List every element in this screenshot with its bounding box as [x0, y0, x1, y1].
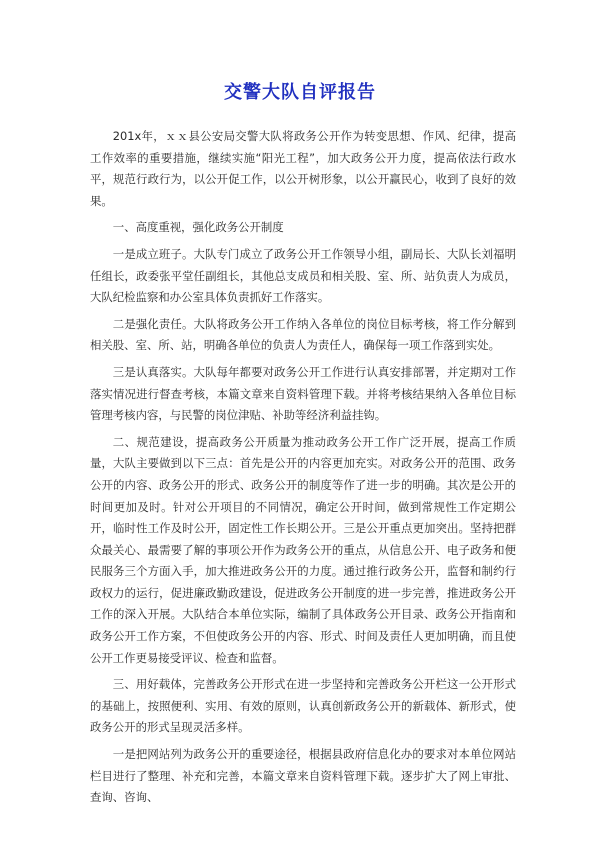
- paragraph: 二是强化责任。大队将政务公开工作纳入各单位的岗位目标考核，将工作分解到相关股、室、所、站，明确各单位的负责人为责任人，确保每一项工作落到实处。: [90, 316, 516, 353]
- section-heading-1: 一、高度重视，强化政务公开制度: [112, 220, 284, 235]
- paragraph: 一是成立班子。大队专门成立了政务公开工作领导小组，副局长、大队长刘福明任组长，政委张平堂任副组长，其他总支成员和相关股、室、所、站负责人为成员，大队纪检监察和办公室具体负责抓好工作落实。: [90, 246, 516, 305]
- paragraph: 一是把网站列为政务公开的重要途径，根据县政府信息化办的要求对本单位网站栏目进行了整理、补充和完善，本篇文章来自资料管理下载。逐步扩大了网上审批、查询、咨询、: [90, 747, 516, 805]
- paragraph: 三是认真落实。大队每年都要对政务公开工作进行认真安排部署，并定期对工作落实情况进行督查考核，本篇文章来自资料管理下载。并将考核结果纳入各单位目标管理考核内容，与民警的岗位津贴、补助等经济利益挂钩。: [90, 364, 516, 423]
- paragraph-intro: 201x年，ｘｘ县公安局交警大队将政务公开作为转变思想、作风、纪律，提高工作效率的重要措施，继续实施“阳光工程”，加大政务公开力度，提高依法行政水平，规范行政行为，以公开促工作，以公开树形象，以公开赢民心，收到了良好的效果。: [90, 129, 516, 208]
- document-body: [90, 126, 516, 814]
- paragraph-section-2: 二、规范建设，提高政务公开质量为推动政务公开工作广泛开展，提高工作质量，大队主要做到以下三点：首先是公开的内容更加充实。对政务公开的范围、政务公开的内容、政务公开的形式、政务公开的制度等作了进一步的明确。其次是公开的时间更加及时。针对公开项目的不同情况，确定公开时间，做到常规性工作定期公开，临时性工作及时公开，固定性工作长期公开。三是公开重点更加突出。坚持把群众最关心、最需要了解的事项公开作为政务公开的重点，从信息公开、电子政务和便民服务三个方面入手，加大推进政务公开的力度。通过推行政务公开，监督和制约行政权力的运行，促进廉政勤政建设，促进政务公开制度的进一步完善，推进政务公开工作的深入开展。大队结合本单位实际，编制了具体政务公开目录、政务公开指南和政务公开工作方案，不但使政务公开的内容、形式、时间及责任人更加明确，而且使公开工作更易接受评议、检查和监督。: [90, 434, 516, 665]
- document-title: 交警大队自评报告: [224, 82, 376, 103]
- paragraph-section-3: 三、用好载体，完善政务公开形式在进一步坚持和完善政务公开栏这一公开形式的基础上，按照便利、实用、有效的原则，认真创新政务公开的新载体、新形式，使政务公开的形式呈现灵活多样。: [90, 677, 516, 735]
